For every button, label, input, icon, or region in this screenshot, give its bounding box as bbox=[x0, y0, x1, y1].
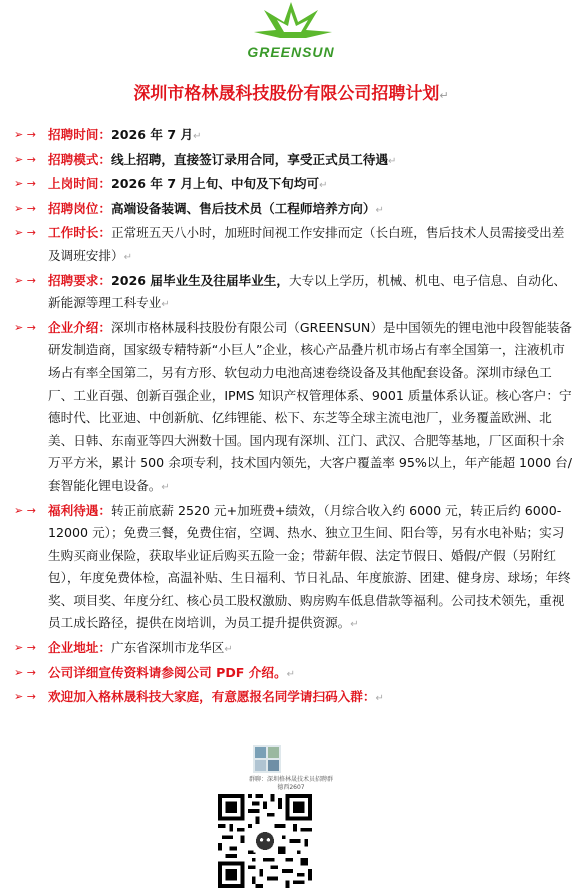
arrow-bullet-icon: ➢ → bbox=[14, 641, 36, 655]
wechat-group-qr-code-icon[interactable] bbox=[218, 794, 312, 888]
list-item-requirements: ➢ → 招聘要求：2026 届毕业生及往届毕业生，大专以上学历，机械、机电、电子信息、自动化、新能源等理工科专业↵ bbox=[14, 270, 574, 317]
group-avatar-icon bbox=[253, 745, 281, 773]
logo-wordmark: GREENSUN bbox=[247, 44, 335, 60]
arrow-bullet-icon: ➢ → bbox=[14, 128, 36, 141]
list-item-work-hours: ➢ → 工作时长：正常班五天八小时，加班时间视工作安排而定（长白班，售后技术人员需接受出差及调班安排）↵ bbox=[14, 222, 574, 269]
list-item-recruit-time: ➢ → 招聘时间：2026 年 7 月↵ bbox=[14, 124, 574, 149]
arrow-bullet-icon: ➢ → bbox=[14, 177, 36, 191]
qr-caption-id: 德西2607 bbox=[277, 784, 305, 791]
arrow-bullet-icon: ➢ → bbox=[14, 690, 36, 704]
arrow-bullet-icon: ➢ → bbox=[14, 665, 36, 679]
arrow-bullet-icon: ➢ → bbox=[14, 152, 36, 166]
company-logo bbox=[0, 0, 582, 70]
list-item-company-intro: ➢ → 企业介绍：深圳市格林晟科技股份有限公司（GREENSUN）是中国领先的锂电池中段智能装备研发制造商，国家级专精特新“小巨人”企业，核心产品叠片机市场占有率全国第一，注液机市场占有率全国第二，另有方形、软包动力电池高速卷绕设备及其他配套设备。深圳市绿色工厂、工业百强、创新百强企业，IPMS 知识产权管理体系、9001 质量体系认证。核心客户：宁德时代、比亚迪、中创新航、亿纬锂能、松下、东芝等全球主流电池厂，业务覆盖欧洲、北美、日韩、东南亚等四大洲数十国。国内现有深圳、江门、武汉、合肥等基地，厂区面积十余万平方米，累计 500 余项专利，技术国内领先，大客户覆盖率 95%以上，年产能超 1000 台/套智能化锂电设备。↵ bbox=[14, 317, 574, 500]
arrow-bullet-icon: ➢ → bbox=[14, 320, 36, 334]
page-title-text: 深圳市格林晟科技股份有限公司招聘计划 bbox=[133, 84, 440, 104]
list-item-address: ➢ → 企业地址：广东省深圳市龙华区↵ bbox=[14, 637, 574, 662]
sun-star-logo-icon bbox=[222, 0, 360, 50]
list-item-benefits: ➢ → 福利待遇：转正前底薪 2520 元+加班费+绩效，（月综合收入约 6000 元，转正后约 6000-12000 元）；免费三餐，免费住宿，空调、热水、独立卫生间、阳台等，另有水电补贴；实习生购买商业保险，获取毕业证后购买五险一金；带薪年假、法定节假日、婚假/产假（另附红包），年度免费体检，高温补贴、生日福利、节日礼品、年度旅游、团建、健身房、球场；年终奖、项目奖、年度分红、核心员工股权激励、购房购车低息借款等福利。公司技术领先，重视员工成长路径，提供在岗培训，为员工提升提供资源。↵ bbox=[14, 500, 574, 638]
arrow-bullet-icon: ➢ → bbox=[14, 201, 36, 215]
list-item-recruit-mode: ➢ → 招聘模式：线上招聘，直接签订录用合同，享受正式员工待遇↵ bbox=[14, 149, 574, 174]
list-item-pdf-note: ➢ → 公司详细宣传资料请参阅公司 PDF 介绍。↵ bbox=[14, 662, 574, 687]
list-item-start-time: ➢ → 上岗时间：2026 年 7 月上旬、中旬及下旬均可↵ bbox=[14, 173, 574, 198]
arrow-bullet-icon: ➢ → bbox=[14, 273, 36, 287]
page-title: 深圳市格林晟科技股份有限公司招聘计划↵ bbox=[133, 84, 449, 104]
list-item-join-invite: ➢ → 欢迎加入格林晟科技大家庭，有意愿报名同学请扫码入群：↵ bbox=[14, 686, 574, 711]
arrow-bullet-icon: ➢ → bbox=[14, 226, 36, 240]
list-item-position: ➢ → 招聘岗位：高端设备装调、售后技术员（工程师培养方向）↵ bbox=[14, 198, 574, 223]
qr-caption-group-name: 群聊：深圳格林晟技术员招聘群 bbox=[248, 776, 333, 783]
arrow-bullet-icon: ➢ → bbox=[14, 503, 36, 517]
recruitment-details-list bbox=[14, 124, 574, 711]
